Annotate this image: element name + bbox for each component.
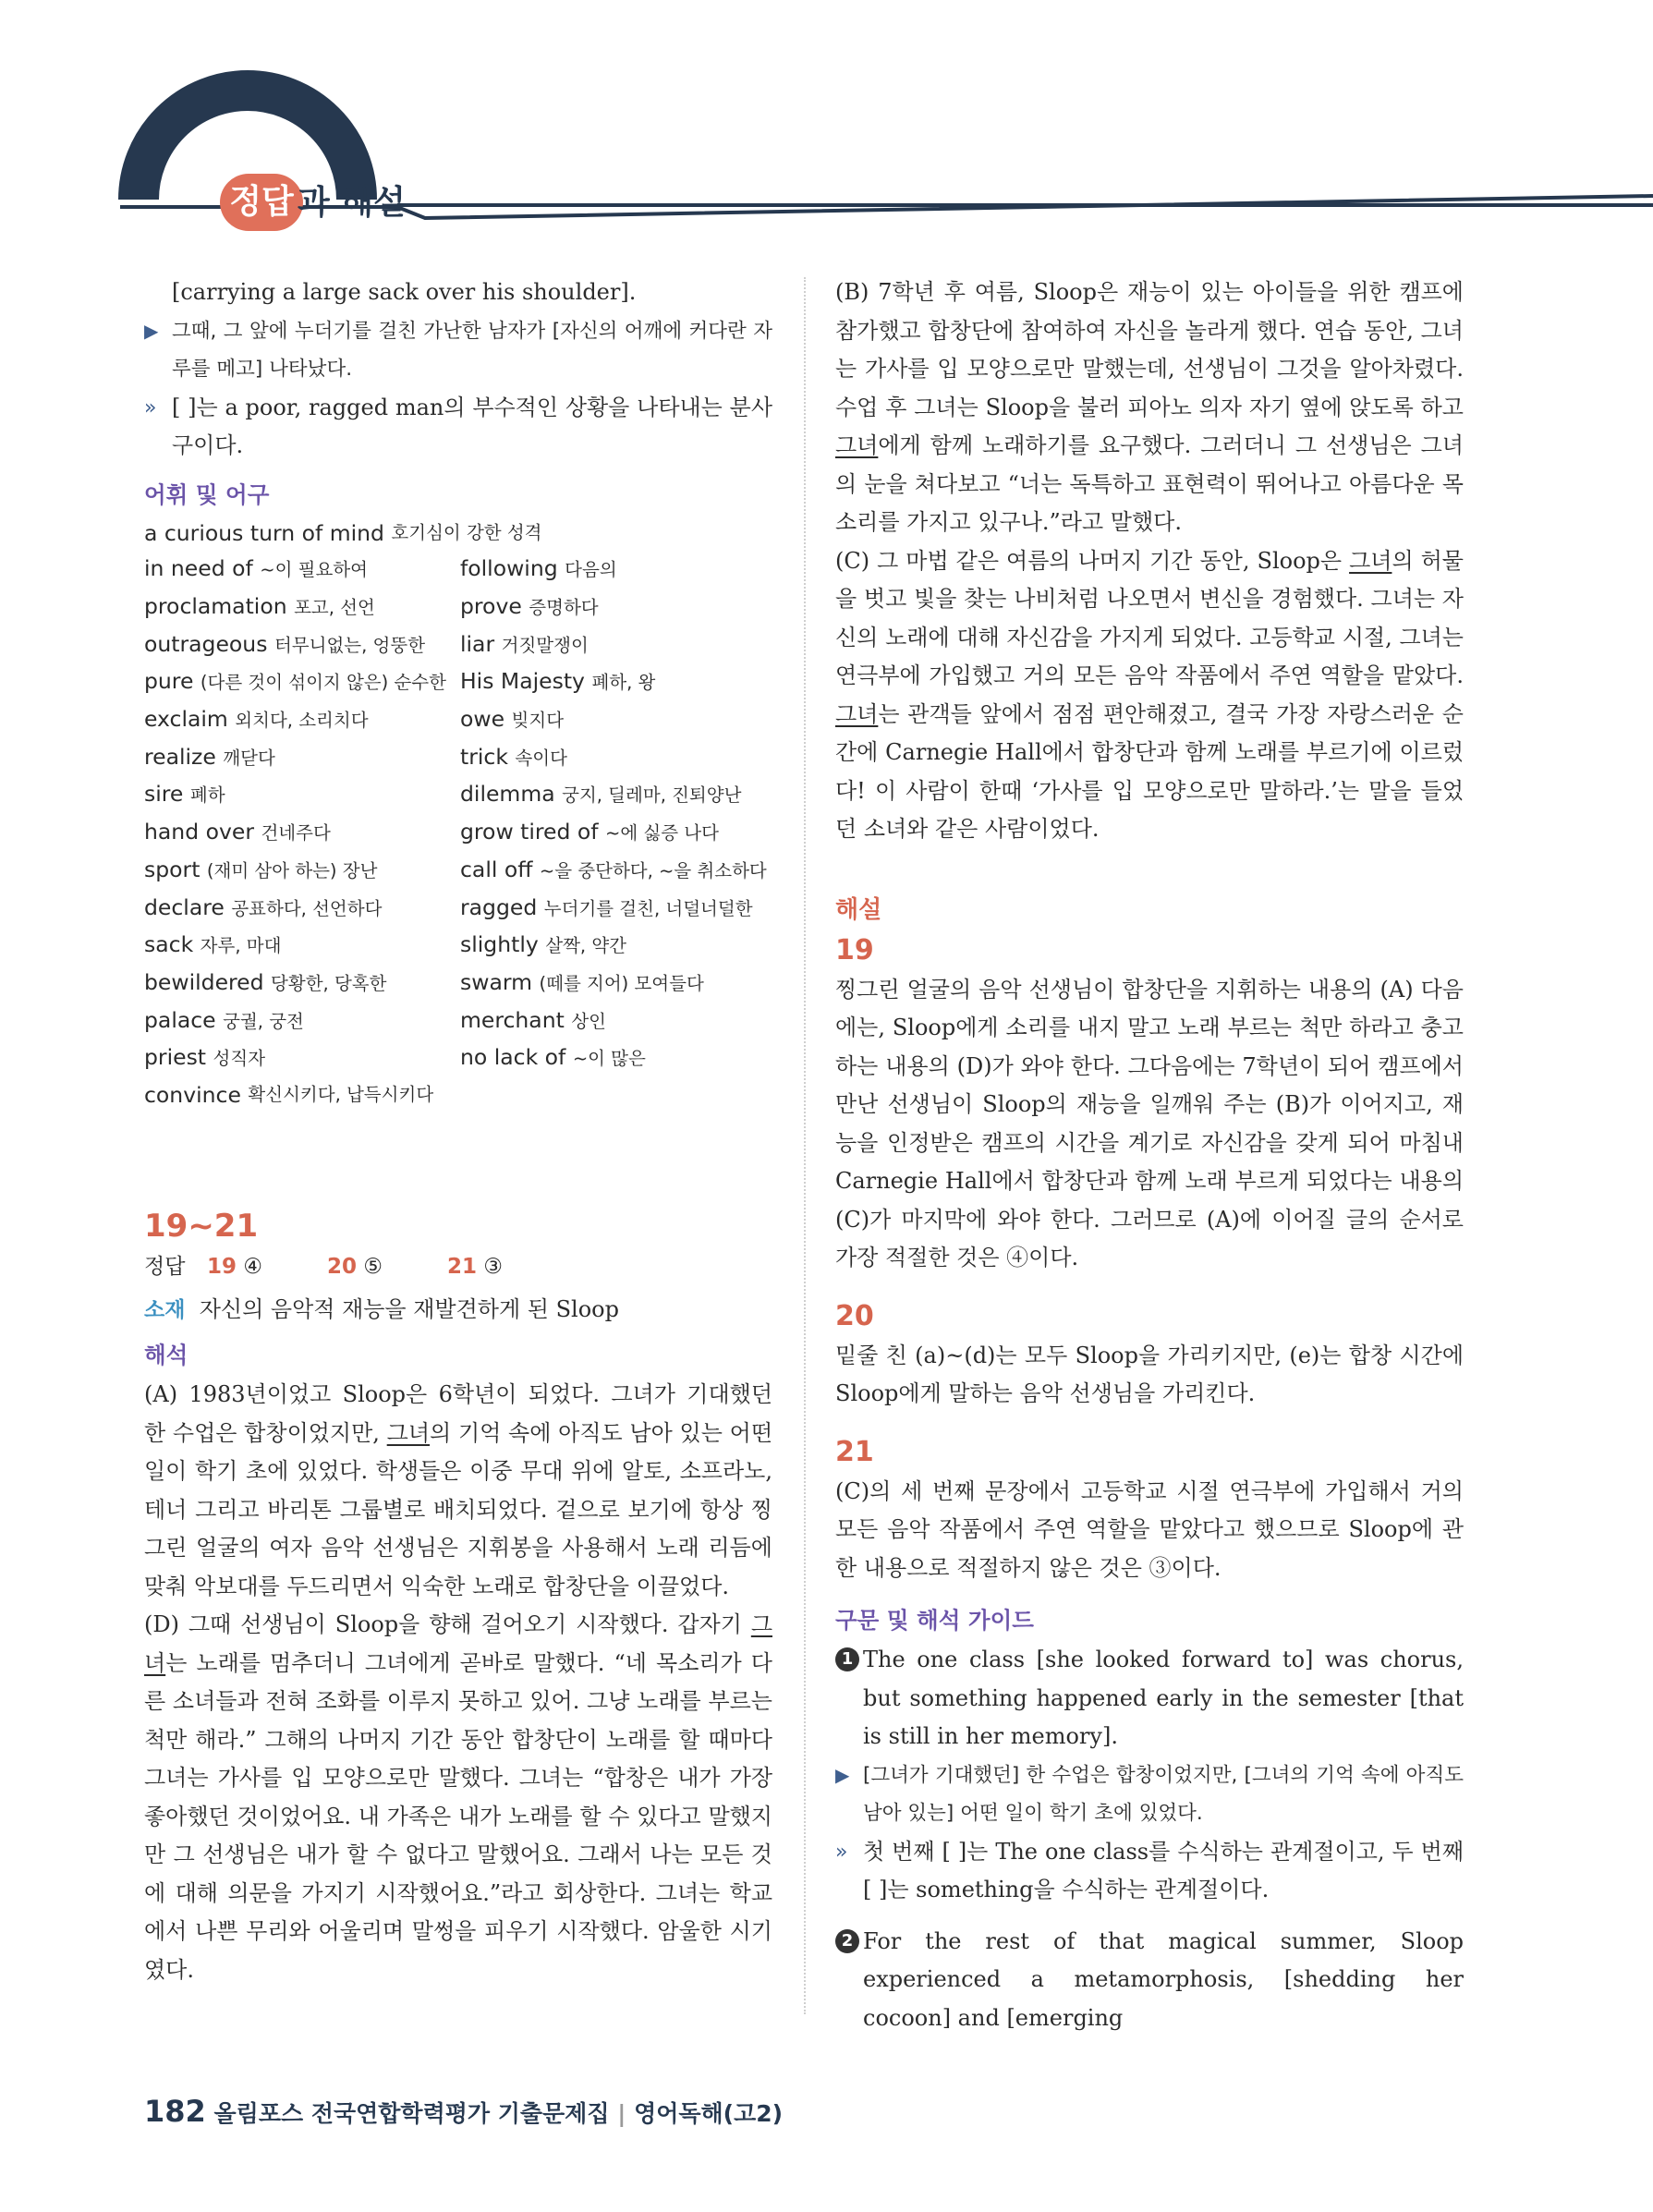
vocab-ko: 성직자 bbox=[213, 1048, 266, 1070]
paragraph-A: (A) 1983년이었고 Sloop은 6학년이 되었다. 그녀가 기대했던 한 수업은 합창이었지만, 그녀의 기억 속에 아직도 남아 있는 어떤 일이 학기 초에 있었다. 학생들은 이중 무대 위에 알토, 소프라노, 테너 그리고 바리톤 그룹별로 배치되었다. 겉으로 보기에 항상 찡그린 얼굴의 여자 음악 선생님은 지휘봉을 사용해서 노래 리듬에 맞춰 악보대를 두드리면서 익숙한 노래로 합창단을 이끌었다. bbox=[144, 1381, 772, 1599]
vocab-ko: ~이 많은 bbox=[572, 1048, 646, 1070]
vocab-entry bbox=[144, 701, 460, 739]
vocab-en: prove bbox=[460, 592, 522, 619]
vocab-entry bbox=[144, 965, 460, 1003]
vocab-row bbox=[144, 739, 772, 777]
paragraph-C: (C) 그 마법 같은 여름의 나머지 기간 동안, Sloop은 그녀의 허물을 벗고 빛을 찾는 나비처럼 나오면서 변신을 경험했다. 그녀는 자신의 노래에 대해 자신감을 가지게 되었다. 고등학교 시절, 그녀는 연극부에 가입했고 거의 모든 음악 작품에서 주연 역할을 맡았다. 그녀는 관객들 앞에서 점점 편안해졌고, 결국 가장 자랑스러운 순간에 Carnegie Hall에서 합창단과 함께 노래를 부르기에 이르렀다! 이 사람이 한때 ‘가사를 입 모양으로만 말하라.’는 말을 들었던 소녀와 같은 사람이었다. bbox=[835, 547, 1464, 842]
vocab-en: call off bbox=[460, 856, 533, 882]
vocab-row bbox=[144, 1077, 772, 1113]
vocab-en: bewildered bbox=[144, 968, 264, 995]
vocab-ko: 거짓말쟁이 bbox=[501, 634, 589, 656]
answers-row bbox=[144, 1246, 772, 1287]
vocab-row bbox=[144, 1039, 772, 1077]
answer-q19: 19 bbox=[207, 1254, 237, 1279]
q19-explanation: 찡그린 얼굴의 음악 선생님이 합창단을 지휘하는 내용의 (A) 다음에는, Sloop에게 소리를 내지 말고 노래 부르는 척만 하라고 충고하는 내용의 (D)가 와야 한다. 그다음에는 7학년이 되어 캠프에서 만난 선생님이 Sloop의 재능을 일깨워 주는 (B)가 이어지고, 재능을 인정받은 캠프의 시간을 계기로 자신감을 갖게 되어 마침내 Carnegie Hall에서 합창단과 함께 노래 부르게 되었다는 내용의 (C)가 마지막에 와야 한다. 그러므로 (A)에 이어질 글의 순서로 가장 적절한 것은 ④이다. bbox=[835, 976, 1464, 1270]
vocab-ko: 자루, 마대 bbox=[200, 935, 282, 957]
column-divider bbox=[804, 277, 806, 2014]
vocab-en: proclamation bbox=[144, 592, 287, 619]
page-number: 182 bbox=[144, 2094, 206, 2129]
vocab-en: trick bbox=[460, 743, 508, 770]
vocab-row bbox=[144, 1003, 772, 1040]
vocab-ko: 건네주다 bbox=[261, 822, 331, 845]
number-2-icon: 2 bbox=[835, 1929, 859, 1953]
vocab-ko: 폐하 bbox=[189, 784, 225, 807]
guide-1 bbox=[835, 1641, 1464, 1756]
vocab-en: slightly bbox=[460, 931, 539, 958]
vocab-ko: 빚지다 bbox=[511, 710, 565, 732]
answer-a19: ④ bbox=[243, 1254, 262, 1279]
left-column bbox=[144, 273, 772, 1989]
vocab-row bbox=[144, 626, 772, 664]
underline-b: 그녀 bbox=[835, 432, 879, 458]
answer-label: 정답 bbox=[144, 1254, 186, 1279]
vocab-entry bbox=[144, 927, 460, 965]
q20-number: 20 bbox=[835, 1299, 874, 1332]
vocab-ko: 당황한, 당혹한 bbox=[271, 972, 387, 994]
section-number: 19~21 bbox=[144, 1207, 259, 1245]
topic-line bbox=[144, 1291, 772, 1331]
vocab-en: following bbox=[460, 555, 558, 582]
vocab-ko: 터무니없는, 엉뚱한 bbox=[273, 634, 426, 656]
vocab-entry bbox=[460, 551, 772, 589]
vocab-ko: (재미 삼아 하는) 장난 bbox=[206, 859, 378, 881]
q21-explanation: (C)의 세 번째 문장에서 고등학교 시절 연극부에 가입해서 거의 모든 음악 작품에서 주연 역할을 맡았다고 했으므로 Sloop에 관한 내용으로 적절하지 않은 것은 ③이다. bbox=[835, 1477, 1464, 1581]
vocab-ko: 확신시키다, 납득시키다 bbox=[248, 1084, 434, 1106]
vocab-ko: 호기심이 강한 성격 bbox=[391, 521, 542, 543]
intro-line: [carrying a large sack over his shoulder]. bbox=[172, 279, 637, 305]
vocab-en: sport bbox=[144, 856, 201, 882]
vocab-ko: 폐하, 왕 bbox=[591, 672, 656, 694]
vocab-entry bbox=[460, 701, 772, 739]
vocab-entry bbox=[460, 927, 772, 965]
vocab-row bbox=[144, 852, 772, 890]
vocab-entry bbox=[460, 776, 772, 814]
vocab-row bbox=[144, 551, 772, 589]
vocab-ko: 누더기를 걸친, 너덜너덜한 bbox=[543, 897, 753, 919]
vocab-en: no lack of bbox=[460, 1044, 566, 1071]
vocab-entry bbox=[144, 852, 460, 890]
vocab-en: convince bbox=[144, 1082, 241, 1109]
vocab-ko: 증명하다 bbox=[529, 596, 599, 618]
guide-2-english: For the rest of that magical summer, Sloop experienced a metamorphosis, [shedding her cocoon] and [emerging bbox=[863, 1927, 1464, 2031]
right-column bbox=[835, 273, 1464, 2037]
vocab-entry bbox=[144, 663, 460, 701]
vocab-row bbox=[144, 663, 772, 701]
vocab-en: in need of bbox=[144, 555, 253, 582]
q21-number: 21 bbox=[835, 1435, 874, 1468]
vocab-ko: ~이 필요하여 bbox=[260, 559, 368, 581]
vocab-en: declare bbox=[144, 893, 225, 920]
vocab-row bbox=[144, 701, 772, 739]
vocab-en: palace bbox=[144, 1006, 216, 1033]
guide-1-translation bbox=[835, 1756, 1464, 1833]
topic-label: 소재 bbox=[144, 1297, 186, 1322]
paragraph-B: (B) 7학년 후 여름, Sloop은 재능이 있는 아이들을 위한 캠프에 참가했고 합창단에 참여하여 자신을 놀라게 했다. 연습 동안, 그녀는 가사를 입 모양으로만 말했는데, 선생님이 그것을 알아차렸다. 수업 후 그녀는 Sloop을 불러 피아노 의자 자기 옆에 앉도록 하고 그녀에게 함께 노래하기를 요구했다. 그러더니 그 선생님은 그녀의 눈을 쳐다보고 “너는 독특하고 표현력이 뛰어나고 아름다운 목소리를 가지고 있구나.”라고 말했다. bbox=[835, 279, 1464, 535]
vocab-ko: 궁궐, 궁전 bbox=[223, 1010, 304, 1032]
vocab-en: grow tired of bbox=[460, 819, 599, 845]
underline-d: 그녀 bbox=[835, 700, 879, 727]
translation-line bbox=[144, 312, 772, 389]
underline-a: 그녀 bbox=[386, 1419, 431, 1446]
translation-text: 그때, 그 앞에 누더기를 걸친 가난한 남자가 [자신의 어깨에 커다란 자루를 메고] 나타났다. bbox=[172, 319, 772, 381]
vocab-en: priest bbox=[144, 1044, 207, 1071]
double-chevron-icon: » bbox=[835, 1840, 848, 1864]
answer-a21: ③ bbox=[483, 1254, 503, 1279]
note-text: [ ]는 a poor, ragged man의 부수적인 상황을 나타내는 분사구이다. bbox=[172, 394, 772, 458]
vocab-ko: 다음의 bbox=[565, 559, 617, 581]
vocab-ko: 속이다 bbox=[515, 747, 567, 769]
vocab-entry bbox=[460, 1039, 772, 1077]
number-1-icon: 1 bbox=[835, 1647, 859, 1671]
footer-separator: | bbox=[617, 2100, 626, 2127]
vocab-en: hand over bbox=[144, 819, 254, 845]
book-title: 올림포스 전국연합학력평가 기출문제집 bbox=[213, 2100, 610, 2127]
vocab-entry bbox=[144, 551, 460, 589]
vocab-list bbox=[144, 516, 772, 1113]
vocab-entry bbox=[144, 1003, 460, 1040]
vocab-ko: 외치다, 소리치다 bbox=[235, 710, 369, 732]
triangle-icon: ▶ bbox=[144, 319, 159, 342]
header-badge: 정답 bbox=[220, 174, 303, 231]
vocab-en: liar bbox=[460, 630, 495, 657]
vocab-ko: 상인 bbox=[571, 1010, 606, 1032]
guide-1-note-text: 첫 번째 [ ]는 The one class를 수식하는 관계절이고, 두 번째 [ ]는 something을 수식하는 관계절이다. bbox=[863, 1838, 1464, 1902]
guide-heading: 구문 및 해석 가이드 bbox=[835, 1607, 1034, 1634]
vocab-row bbox=[144, 589, 772, 626]
vocab-en: a curious turn of mind bbox=[144, 519, 384, 546]
vocab-en: realize bbox=[144, 743, 216, 770]
haeseok-heading: 해석 bbox=[144, 1342, 188, 1369]
vocab-en: ragged bbox=[460, 893, 538, 920]
vocab-entry bbox=[144, 626, 460, 664]
triangle-icon: ▶ bbox=[835, 1763, 850, 1786]
note-line bbox=[144, 389, 772, 466]
vocab-row bbox=[144, 776, 772, 814]
vocab-ko: 살짝, 약간 bbox=[545, 935, 626, 957]
vocab-entry bbox=[460, 890, 772, 928]
vocab-en: His Majesty bbox=[460, 668, 585, 695]
vocab-entry bbox=[144, 739, 460, 777]
guide-1-note bbox=[835, 1833, 1464, 1910]
underline-c: 그녀 bbox=[1349, 547, 1392, 574]
vocab-ko: 공표하다, 선언하다 bbox=[231, 897, 383, 919]
vocab-ko: ~에 싫증 나다 bbox=[605, 822, 719, 845]
vocab-entry bbox=[460, 1003, 772, 1040]
vocab-entry bbox=[460, 852, 772, 890]
vocab-row bbox=[144, 965, 772, 1003]
vocab-ko: 궁지, 딜레마, 진퇴양난 bbox=[562, 784, 742, 807]
q19-number: 19 bbox=[835, 933, 874, 966]
vocab-en: pure bbox=[144, 668, 194, 695]
vocab-row bbox=[144, 927, 772, 965]
vocab-entry bbox=[460, 626, 772, 664]
vocab-en: outrageous bbox=[144, 630, 268, 657]
vocab-en: sire bbox=[144, 781, 184, 808]
vocab-row bbox=[144, 516, 772, 552]
answer-a20: ⑤ bbox=[363, 1254, 383, 1279]
guide-2 bbox=[835, 1923, 1464, 2038]
vocab-entry bbox=[460, 739, 772, 777]
underline-e: 그녀 bbox=[144, 1611, 772, 1676]
vocab-en: swarm bbox=[460, 968, 533, 995]
haeseol-heading: 해설 bbox=[835, 895, 882, 924]
vocab-en: dilemma bbox=[460, 781, 555, 808]
answer-q20: 20 bbox=[327, 1254, 358, 1279]
vocab-ko: 깨닫다 bbox=[223, 747, 275, 769]
vocab-entry bbox=[144, 1039, 460, 1077]
vocab-entry bbox=[460, 663, 772, 701]
vocab-row bbox=[144, 814, 772, 852]
vocab-ko: (떼를 지어) 모여들다 bbox=[539, 972, 704, 994]
vocab-en: sack bbox=[144, 931, 194, 958]
double-chevron-icon: » bbox=[144, 395, 157, 419]
vocab-ko: (다른 것이 섞이지 않은) 순수한 bbox=[200, 672, 446, 694]
vocab-en: merchant bbox=[460, 1006, 565, 1033]
q20-explanation: 밑줄 친 (a)~(d)는 모두 Sloop을 가리키지만, (e)는 합창 시간에 Sloop에게 말하는 음악 선생님을 가리킨다. bbox=[835, 1342, 1464, 1406]
vocab-en: owe bbox=[460, 706, 505, 733]
header-title: 과 해설 bbox=[298, 184, 406, 222]
vocab-ko: 포고, 선언 bbox=[294, 596, 375, 618]
vocab-entry bbox=[460, 814, 772, 852]
vocab-row bbox=[144, 890, 772, 928]
vocab-heading: 어휘 및 어구 bbox=[144, 480, 270, 508]
vocab-entry bbox=[460, 965, 772, 1003]
vocab-entry bbox=[144, 776, 460, 814]
page-footer bbox=[144, 2094, 783, 2129]
subject-title: 영어독해(고2) bbox=[634, 2100, 784, 2127]
vocab-entry bbox=[144, 890, 460, 928]
guide-1-korean: [그녀가 기대했던] 한 수업은 합창이었지만, [그녀의 기억 속에 아직도 남아 있는] 어떤 일이 학기 초에 있었다. bbox=[863, 1763, 1464, 1825]
vocab-entry bbox=[460, 589, 772, 626]
vocab-ko: ~을 중단하다, ~을 취소하다 bbox=[539, 859, 767, 881]
vocab-entry bbox=[144, 589, 460, 626]
answer-q21: 21 bbox=[447, 1254, 478, 1279]
topic-text: 자신의 음악적 재능을 재발견하게 된 Sloop bbox=[199, 1295, 619, 1322]
vocab-en: exclaim bbox=[144, 706, 228, 733]
guide-1-english: The one class [she looked forward to] was chorus, but something happened early in the semester [that is still in her memory]. bbox=[863, 1647, 1464, 1749]
vocab-entry bbox=[144, 814, 460, 852]
paragraph-D: (D) 그때 선생님이 Sloop을 향해 걸어오기 시작했다. 갑자기 그녀는 노래를 멈추더니 그녀에게 곧바로 말했다. “네 목소리가 다른 소녀들과 전혀 조화를 이루지 못하고 있어. 그냥 노래를 부르는 척만 해라.” 그해의 나머지 기간 동안 합창단이 노래를 할 때마다 그녀는 가사를 입 모양으로만 말했다. 그녀는 “합창은 내가 가장 좋아했던 것이었어요. 내 가족은 내가 노래를 할 수 있다고 말했지만 그 선생님은 내가 할 수 없다고 말했어요. 그래서 나는 모든 것에 대해 의문을 가지기 시작했어요.”라고 회상한다. 그녀는 학교에서 나쁜 무리와 어울리며 말썽을 피우기 시작했다. 암울한 시기였다. bbox=[144, 1611, 772, 1983]
